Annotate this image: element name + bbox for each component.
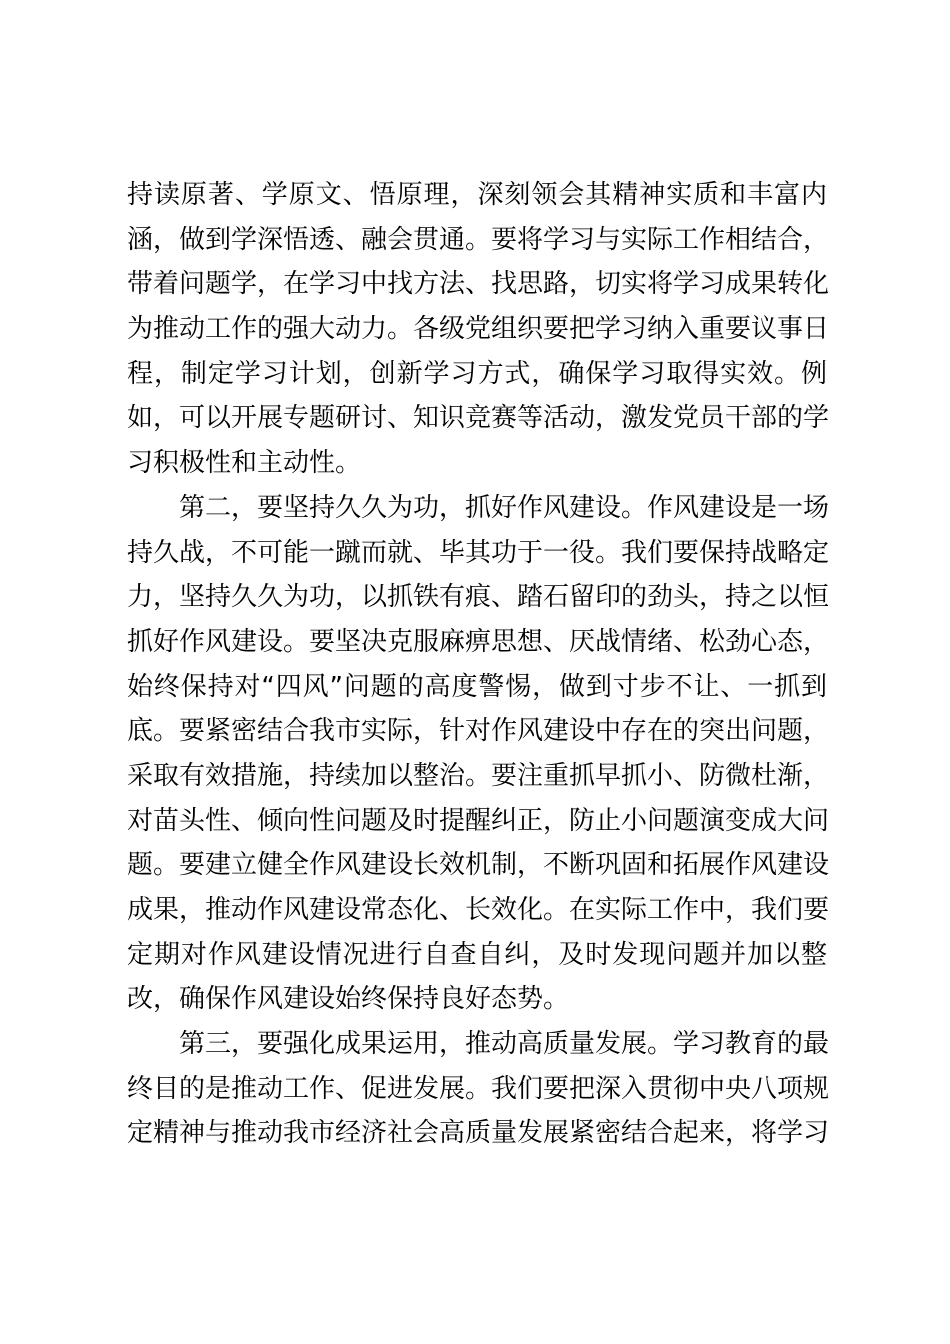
text-line: 抓好作风建设。要坚决克服麻痹思想、厌战情绪、松劲心态， bbox=[127, 626, 830, 657]
text-line: 定精神与推动我市经济社会高质量发展紧密结合起来，将学习 bbox=[127, 1118, 830, 1149]
text-line: 成果，推动作风建设常态化、长效化。在实际工作中，我们要 bbox=[127, 895, 830, 925]
text-line: 改，确保作风建设始终保持良好态势。 bbox=[127, 984, 570, 1015]
text-line: 涵，做到学深悟透、融会贯通。要将学习与实际工作相结合， bbox=[127, 224, 830, 255]
text-line: 始终保持对“四风”问题的高度警惕，做到寸步不让、一抓到 bbox=[127, 671, 827, 702]
text-line: 第二，要坚持久久为功，抓好作风建设。作风建设是一场 bbox=[179, 492, 830, 523]
text-line: 持读原著、学原文、悟原理，深刻领会其精神实质和丰富内 bbox=[127, 180, 827, 210]
text-line: 底。要紧密结合我市实际，针对作风建设中存在的突出问题， bbox=[127, 716, 830, 747]
text-line: 题。要建立健全作风建设长效机制，不断巩固和拓展作风建设 bbox=[127, 850, 830, 881]
text-line: 为推动工作的强大动力。各级党组织要把学习纳入重要议事日 bbox=[127, 314, 830, 345]
text-line: 第三，要强化成果运用，推动高质量发展。学习教育的最 bbox=[179, 1029, 830, 1060]
text-line: 持久战，不可能一蹴而就、毕其功于一役。我们要保持战略定 bbox=[127, 537, 830, 568]
text-line: 采取有效措施，持续加以整治。要注重抓早抓小、防微杜渐， bbox=[127, 760, 830, 791]
text-line: 终目的是推动工作、促进发展。我们要把深入贯彻中央八项规 bbox=[127, 1073, 830, 1104]
text-line: 对苗头性、倾向性问题及时提醒纠正，防止小问题演变成大问 bbox=[127, 805, 830, 836]
text-line: 带着问题学，在学习中找方法、找思路，切实将学习成果转化 bbox=[127, 269, 830, 300]
text-line: 程，制定学习计划，创新学习方式，确保学习取得实效。例 bbox=[127, 358, 827, 389]
text-line: 如，可以开展专题研讨、知识竞赛等活动，激发党员干部的学 bbox=[127, 403, 830, 434]
document-body-text bbox=[127, 173, 830, 1156]
text-line: 定期对作风建设情况进行自查自纠，及时发现问题并加以整 bbox=[127, 939, 827, 970]
text-line: 习积极性和主动性。 bbox=[127, 448, 362, 479]
text-line: 力，坚持久久为功，以抓铁有痕、踏石留印的劲头，持之以恒 bbox=[127, 582, 830, 613]
